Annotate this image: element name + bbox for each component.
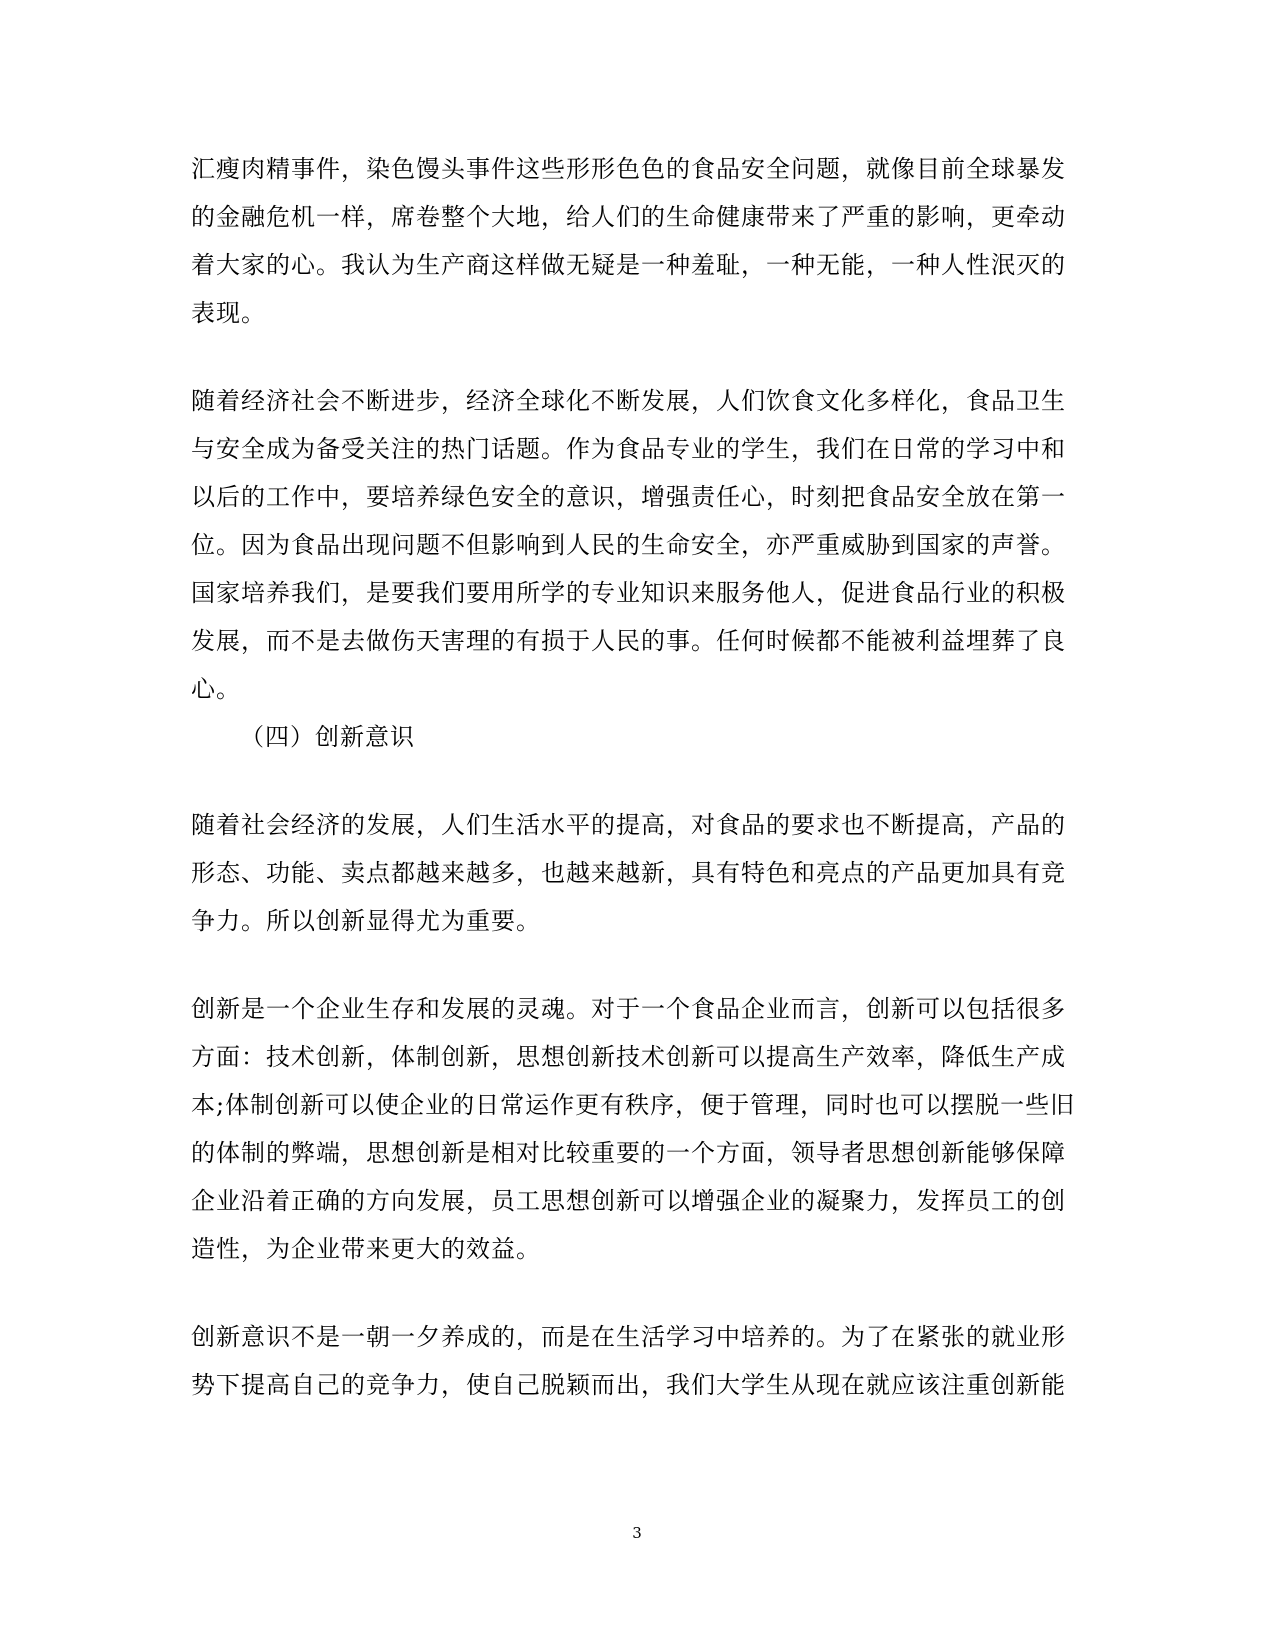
section-heading: （四）创新意识 (240, 723, 415, 751)
body-text-line: 与安全成为备受关注的热门话题。作为食品专业的学生，我们在日常的学习中和 (191, 435, 1066, 463)
body-text-line: 位。因为食品出现问题不但影响到人民的生命安全，亦严重威胁到国家的声誉。 (191, 531, 1066, 559)
body-text-line: 随着社会经济的发展，人们生活水平的提高，对食品的要求也不断提高，产品的 (191, 811, 1066, 839)
body-text-line: 以后的工作中，要培养绿色安全的意识，增强责任心，时刻把食品安全放在第一 (191, 483, 1066, 511)
body-text-line: 企业沿着正确的方向发展，员工思想创新可以增强企业的凝聚力，发挥员工的创 (191, 1187, 1066, 1215)
body-text-line: 表现。 (191, 299, 266, 327)
body-text-line: 的体制的弊端，思想创新是相对比较重要的一个方面，领导者思想创新能够保障 (191, 1139, 1066, 1167)
body-text-line: 发展，而不是去做伤天害理的有损于人民的事。任何时候都不能被利益埋葬了良 (191, 627, 1066, 655)
body-text-line: 随着经济社会不断进步，经济全球化不断发展，人们饮食文化多样化，食品卫生 (191, 387, 1066, 415)
body-text-line: 形态、功能、卖点都越来越多，也越来越新，具有特色和亮点的产品更加具有竞 (191, 859, 1066, 887)
body-text-line: 创新是一个企业生存和发展的灵魂。对于一个食品企业而言，创新可以包括很多 (191, 995, 1066, 1023)
body-text-line: 着大家的心。我认为生产商这样做无疑是一种羞耻，一种无能，一种人性泯灭的 (191, 251, 1066, 279)
body-text-line: 心。 (191, 675, 241, 703)
body-text-line: 势下提高自己的竞争力，使自己脱颖而出，我们大学生从现在就应该注重创新能 (191, 1371, 1066, 1399)
body-text-line: 方面：技术创新，体制创新，思想创新技术创新可以提高生产效率，降低生产成 (191, 1043, 1066, 1071)
body-text-line: 争力。所以创新显得尤为重要。 (191, 907, 541, 935)
body-text-line: 国家培养我们，是要我们要用所学的专业知识来服务他人，促进食品行业的积极 (191, 579, 1066, 607)
body-text-line: 创新意识不是一朝一夕养成的，而是在生活学习中培养的。为了在紧张的就业形 (191, 1323, 1066, 1351)
body-text-line: 的金融危机一样，席卷整个大地，给人们的生命健康带来了严重的影响，更牵动 (191, 203, 1066, 231)
body-text-line: 造性，为企业带来更大的效益。 (191, 1235, 541, 1263)
page-number: 3 (632, 1524, 642, 1542)
body-text-line: 汇瘦肉精事件，染色馒头事件这些形形色色的食品安全问题，就像目前全球暴发 (191, 155, 1066, 183)
body-text-line: 本;体制创新可以使企业的日常运作更有秩序，便于管理，同时也可以摆脱一些旧 (191, 1091, 1076, 1119)
